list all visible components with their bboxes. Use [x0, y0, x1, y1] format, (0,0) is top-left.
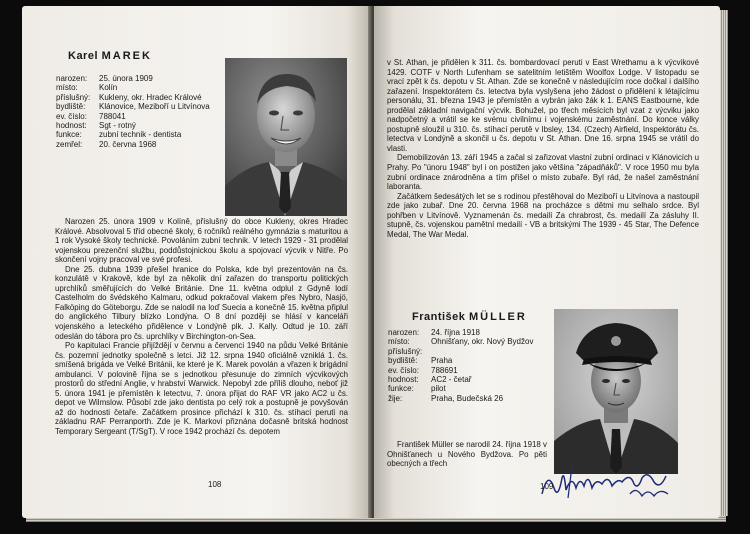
fact-label: funkce:: [56, 130, 82, 140]
fact-value: Ohnišťany, okr. Nový Bydžov: [431, 337, 534, 347]
fact-label: příslušný:: [388, 346, 423, 356]
paragraph: Demobilizován 13. září 1945 a začal si zařizovat vlastní zubní ordinaci v Klánovicích u Prahy. Po "únoru 1948" byl i on postižen jako většina "západňáků". V roce 1950 mu byla zubní ordinace znárodněna a tím přišel o místo zubaře. Byl rád, že našel zaměstnání laboranta.: [387, 153, 699, 192]
page-number-109: 109: [540, 482, 554, 491]
fact-row: [388, 384, 553, 393]
open-book: [22, 6, 728, 526]
biography-text-muller: [387, 440, 547, 469]
facts-list: [56, 74, 228, 149]
fact-value: pilot: [431, 384, 446, 394]
biography-text-marek: [55, 217, 348, 437]
fact-label: žije:: [388, 393, 403, 403]
fact-value: 788691: [431, 365, 458, 375]
fact-value: 25. února 1909: [99, 74, 153, 83]
handwritten-signature: [538, 464, 688, 504]
fact-row: [56, 102, 228, 111]
fact-row: [56, 83, 228, 92]
fact-label: hodnost:: [56, 121, 87, 131]
fact-label: narozen:: [56, 74, 88, 83]
fact-value: Sgt - rotný: [99, 121, 136, 131]
surname: MÜLLER: [468, 311, 527, 323]
paragraph: v St. Athan, je přidělen k 311. čs. bombardovací peruti v East Wrethamu a k výcvikové 1429. COTF v North Lufenham se satelitním letištěm Woolfox Lodge. V listopadu se vrací zpět k čs. depotu v St. Athan. Zde se konečně v následujícím roce dočkal i dalšího zařazení. Inspektorátem čs. letectva byla vyslyšena jeho žádost o přidělení k létajícímu personálu, 31. března 1943 je přemístěn a vybrán jako žák k 1. EANS Eastbourne, kde prodělal základní navigační výcvik. Bohužel, po třech měsících byl vzat z výcviku jako nadpočetný a vrátil se ke svému civilnímu i vojenskému zaměstnání. Do konce války postupně sloužil u 310. čs. stíhací perutě v Ibsley, 134. (Czech) Airfield, Inspektorátu čs. letectva v Londýně a skončil u čs. depotu v St. Athan. Dne 16. srpna 1945 se vrátil do vlasti.: [387, 58, 699, 153]
fact-row: [388, 337, 553, 346]
fact-row: [388, 356, 553, 365]
fact-label: hodnost:: [388, 375, 419, 385]
fact-row: [388, 375, 553, 384]
paragraph: Začátkem šedesátých let se s rodinou přestěhoval do Meziboří u Litvínova a nastoupil zde jako zubař. Dne 20. června 1968 na procházce s dětmi mu selhalo srdce. Byl pohřben v Litvínově. Vyznamenán čs. medailí Za chrabrost, čs. medailí Za zásluhy II. stupně, čs. vojenskou pamětní medailí - VB a britskými The 1939 - 45 Star, The Defence Medal, The War Medal.: [387, 191, 699, 239]
left-page: [22, 6, 372, 518]
fact-label: narozen:: [388, 328, 420, 337]
fact-value: 788041: [99, 111, 126, 121]
biography-text-marek-continued: [387, 58, 699, 239]
fact-value: Kukleny, okr. Hradec Králové: [99, 92, 202, 102]
fact-row: [56, 112, 228, 121]
fact-row: [56, 130, 228, 139]
fact-row: [388, 328, 553, 337]
fact-row: [56, 74, 228, 83]
first-name: František: [412, 311, 466, 323]
fact-value: Praha: [431, 356, 453, 366]
fact-value: zubní technik - dentista: [99, 130, 182, 140]
fact-value: Kolín: [99, 83, 118, 93]
page-number-108: 108: [208, 480, 222, 489]
fact-row: [388, 366, 553, 375]
fact-value: 20. června 1968: [99, 139, 157, 149]
fact-label: zemřel:: [56, 139, 83, 149]
fact-label: ev. číslo:: [56, 111, 87, 121]
fact-label: místo:: [388, 337, 410, 347]
fact-value: Praha, Budečská 26: [431, 393, 504, 403]
fact-label: bydliště:: [56, 102, 86, 112]
person-name-muller: [412, 311, 527, 323]
fact-label: příslušný:: [56, 92, 91, 102]
right-page: [374, 6, 720, 518]
portrait-photo-muller: [554, 309, 678, 474]
fact-value: Klánovice, Meziboří u Litvínova: [99, 102, 210, 112]
fact-label: bydliště:: [388, 356, 418, 366]
fact-row: [388, 347, 553, 356]
fact-value: 24. října 1918: [431, 328, 480, 337]
paragraph: Narozen 25. února 1909 v Kolíně, příslušný do obce Kukleny, okres Hradec Králové. Absolvoval 5 tříd obecné školy, 6 ročníků reálného gymnázia s maturitou a 1 rok Vysoké školy technické. Povoláním zubní technik. V letech 1929 - 31 prodělal vojenskou prezenční službu, poddůstojnickou školu a spojovací výcvik v Nitře. Po skončení vojny pracoval ve své profesi.: [55, 217, 348, 265]
fact-value: [431, 347, 553, 356]
fact-value: AC2 - četař: [431, 375, 472, 385]
person-name-marek: [68, 50, 152, 62]
first-name: Karel: [68, 50, 99, 62]
fact-label: místo:: [56, 83, 78, 93]
paragraph: Dne 25. dubna 1939 přešel hranice do Polska, kde byl prezentován na čs. konzulátě v Krakově, kde byl za několik dní zařazen do transportu politických uprchlíků směřujících do Velké Británie. Dne 11. května odplul z Gdyně lodí Castelholm do švédského Kalmaru, odkud pokračoval vlakem přes Nybro, Nasjö, Falköping do Göteborgu. Zde se nalodil na loď Suecia a konečně 15. května připlul do anglického Tilbury blízko Londýna. O 8 dní později se hlásí v kanceláři vojenského a leteckého přidělence v Londýně plk. J. Kally. Odtud je 10. září odeslán do tábora pro čs. uprchlíky v Birchington-on-Sea.: [55, 264, 348, 341]
surname: MAREK: [101, 50, 152, 62]
facts-list: [388, 328, 553, 403]
portrait-photo-marek: [225, 58, 347, 216]
fact-label: funkce:: [388, 384, 414, 394]
paragraph: Po kapitulaci Francie přijíždějí v červnu a červenci 1940 na půdu Velké Británie čs. pozemní jednotky společně s letci. Již 12. srpna 1940 oficiálně vzniklá 1. čs. smíšená brigáda ve Velké Británii, ke které je K. Marek povolán a vřazen k brigádní ambulanci. V polovině října se s jednotkou přesunuje do zimních výcvikových prostorů do střední Anglie, v hrabství Warwick. Nepobyl zde příliš dlouho, neboť již 5. února 1941 je přemístěn k letectvu, 7. února přijat do RAF VR jako AC2 u čs. depot ve Wilmslow. Působí zde jako dentista po celý rok a postupně je povyšován až do hodnosti četaře. Začátkem prosince přichází k 310. čs. stíhací peruti na základnu RAF Perranporth. Zde je K. Markovi přiznána dočasně britská hodnost Temporary Sergeant (T/SgT). V roce 1942 prochází čs. depotem: [55, 341, 348, 437]
fact-row: [56, 140, 228, 149]
fact-row: [56, 93, 228, 102]
fact-row: [388, 394, 553, 403]
fact-row: [56, 121, 228, 130]
page-edges: [720, 10, 728, 516]
fact-label: ev. číslo:: [388, 365, 419, 375]
paragraph: František Müller se narodil 24. října 1918 v Ohnišťanech u Nového Bydžova. Po pěti obecných a třech: [387, 440, 547, 469]
